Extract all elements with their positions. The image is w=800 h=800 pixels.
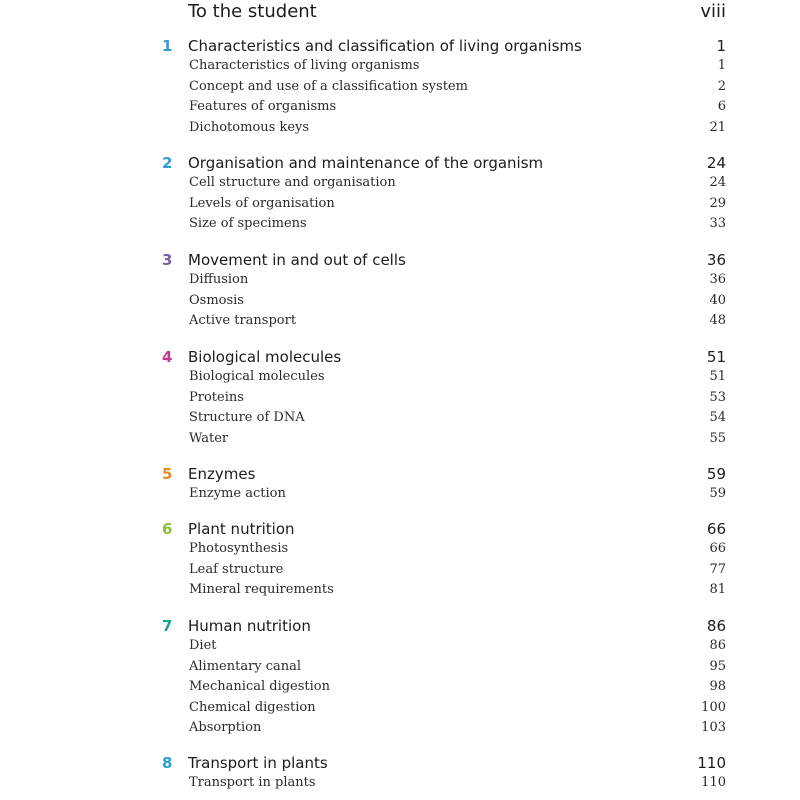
chapter-page-number: 24	[706, 154, 726, 172]
chapter-heading-row[interactable]	[0, 462, 800, 484]
chapter-2	[0, 151, 800, 235]
section-entry[interactable]	[0, 270, 800, 291]
section-page-number: 59	[709, 486, 726, 501]
section-page-number: 36	[709, 272, 726, 287]
chapter-title: Transport in plants	[188, 754, 328, 772]
section-entry[interactable]	[0, 388, 800, 409]
section-page-number: 33	[709, 216, 726, 231]
section-entry[interactable]	[0, 118, 800, 139]
section-title: Features of organisms	[189, 99, 337, 114]
chapter-page-number: 1	[716, 37, 726, 55]
section-entry[interactable]	[0, 636, 800, 657]
section-page-number: 24	[709, 175, 726, 190]
chapter-3	[0, 248, 800, 332]
section-title: Chemical digestion	[189, 699, 316, 715]
chapter-page-number: 36	[706, 251, 726, 269]
chapter-number: 3	[162, 251, 173, 269]
section-entry[interactable]	[0, 429, 800, 450]
section-entry[interactable]	[0, 311, 800, 332]
chapter-title: Characteristics and classification of living organisms	[188, 37, 582, 55]
chapter-1	[0, 34, 800, 138]
section-title: Size of specimens	[189, 216, 307, 231]
chapter-title: Human nutrition	[188, 617, 311, 635]
section-title: Mechanical digestion	[189, 679, 331, 694]
section-page-number: 53	[709, 389, 726, 405]
section-title: Concept and use of a classification system	[189, 78, 468, 94]
section-entry[interactable]	[0, 408, 800, 429]
section-title: Diffusion	[189, 272, 249, 287]
section-page-number: 81	[709, 582, 726, 597]
section-entry[interactable]	[0, 56, 800, 77]
section-title: Absorption	[189, 720, 262, 735]
chapter-title: Enzymes	[188, 465, 256, 483]
chapter-heading-row[interactable]	[0, 614, 800, 636]
section-page-number: 98	[709, 679, 726, 694]
to-the-student-entry[interactable]	[188, 1, 726, 27]
section-page-number: 103	[701, 720, 726, 735]
chapter-page-number: 59	[706, 465, 726, 483]
section-page-number: 54	[709, 410, 726, 425]
chapter-5	[0, 462, 800, 505]
section-page-number: 86	[709, 638, 726, 653]
section-page-number: 40	[709, 292, 726, 308]
section-entry[interactable]	[0, 77, 800, 98]
section-title: Leaf structure	[189, 561, 284, 577]
chapter-8	[0, 751, 800, 794]
chapter-heading-row[interactable]	[0, 751, 800, 773]
section-title: Transport in plants	[189, 775, 316, 790]
section-page-number: 100	[701, 699, 726, 715]
section-page-number: 95	[709, 658, 726, 674]
chapter-6	[0, 517, 800, 601]
chapter-heading-row[interactable]	[0, 517, 800, 539]
section-title: Water	[189, 430, 229, 446]
chapter-heading-row[interactable]	[0, 151, 800, 173]
section-title: Biological molecules	[189, 369, 325, 384]
chapter-heading-row[interactable]	[0, 34, 800, 56]
section-page-number: 66	[709, 541, 726, 556]
section-title: Alimentary canal	[189, 658, 302, 674]
section-title: Cell structure and organisation	[189, 175, 396, 190]
section-title: Proteins	[189, 389, 244, 405]
section-title: Structure of DNA	[189, 410, 305, 425]
section-entry[interactable]	[0, 173, 800, 194]
section-entry[interactable]	[0, 194, 800, 215]
section-page-number: 51	[709, 369, 726, 384]
section-entry[interactable]	[0, 539, 800, 560]
chapter-heading-row[interactable]	[0, 345, 800, 367]
chapter-number: 5	[162, 465, 173, 483]
section-entry[interactable]	[0, 367, 800, 388]
chapter-7	[0, 614, 800, 739]
section-page-number: 2	[717, 78, 726, 94]
section-page-number: 6	[717, 99, 726, 114]
to-the-student-title: To the student	[188, 1, 317, 22]
section-entry[interactable]	[0, 657, 800, 678]
chapter-page-number: 86	[706, 617, 726, 635]
chapter-heading-row[interactable]	[0, 248, 800, 270]
section-title: Photosynthesis	[189, 541, 289, 556]
section-entry[interactable]	[0, 560, 800, 581]
section-page-number: 110	[701, 775, 726, 790]
section-title: Characteristics of living organisms	[189, 58, 420, 73]
chapter-title: Plant nutrition	[188, 520, 295, 538]
section-page-number: 1	[717, 58, 726, 73]
chapter-title: Biological molecules	[188, 348, 342, 366]
section-page-number: 55	[709, 430, 726, 446]
section-entry[interactable]	[0, 97, 800, 118]
section-title: Active transport	[189, 313, 297, 328]
chapter-number: 7	[162, 617, 173, 635]
chapter-page-number: 66	[706, 520, 726, 538]
section-entry[interactable]	[0, 484, 800, 505]
section-entry[interactable]	[0, 580, 800, 601]
to-the-student-page: viii	[700, 1, 726, 22]
chapter-4	[0, 345, 800, 449]
section-title: Enzyme action	[189, 486, 286, 501]
section-title: Diet	[189, 638, 217, 653]
section-title: Levels of organisation	[189, 195, 335, 211]
section-entry[interactable]	[0, 291, 800, 312]
chapter-title: Movement in and out of cells	[188, 251, 406, 269]
section-entry[interactable]	[0, 698, 800, 719]
chapter-number: 1	[162, 37, 173, 55]
chapter-number: 6	[162, 520, 173, 538]
chapter-number: 4	[162, 348, 173, 366]
section-page-number: 77	[709, 561, 726, 577]
section-entry[interactable]	[0, 773, 800, 794]
section-title: Mineral requirements	[189, 582, 334, 597]
chapter-number: 2	[162, 154, 173, 172]
section-title: Dichotomous keys	[189, 119, 310, 135]
section-entry[interactable]	[0, 677, 800, 698]
chapter-number: 8	[162, 754, 173, 772]
section-entry[interactable]	[0, 718, 800, 739]
section-page-number: 21	[709, 119, 726, 135]
chapter-title: Organisation and maintenance of the organism	[188, 154, 544, 172]
chapter-page-number: 110	[697, 754, 726, 772]
section-page-number: 29	[709, 195, 726, 211]
section-entry[interactable]	[0, 214, 800, 235]
section-page-number: 48	[709, 313, 726, 328]
chapter-page-number: 51	[706, 348, 726, 366]
section-title: Osmosis	[189, 292, 244, 308]
